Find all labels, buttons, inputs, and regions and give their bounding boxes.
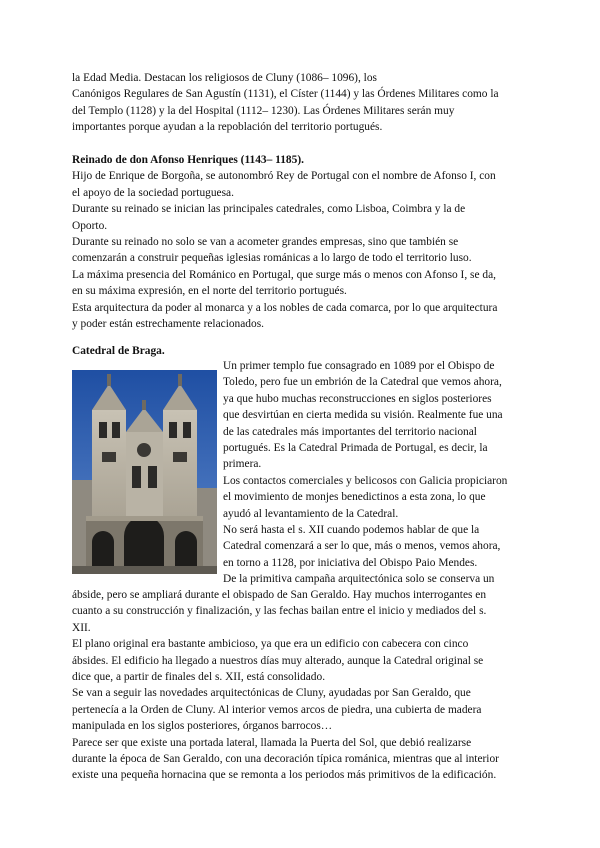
text-line: Canónigos Regulares de San Agustín (1131), el Císter (1144) y las Órdenes Militares como la xyxy=(72,88,499,101)
text-line: Oporto. xyxy=(72,219,108,232)
text-line: que desvirtúan en cierta medida su visión. Realmente fue una xyxy=(223,409,503,422)
text-line: durante la época de San Geraldo, con una decoración típica románica, mientras que al interior xyxy=(72,753,499,766)
text-line: pertenecía a la Orden de Cluny. Al interior vemos arcos de piedra, una cubierta de madera xyxy=(72,703,482,716)
catedral-full-paragraph xyxy=(72,587,528,784)
text-line: la Edad Media. Destacan los religiosos de Cluny (1086– 1096), los xyxy=(72,72,377,84)
text-line: dice que, a partir de finales del s. XII, está consolidado. xyxy=(72,671,326,684)
text-line: ábside, pero se ampliará durante el obispado de San Geraldo. Hay muchos interrogantes en xyxy=(72,589,487,601)
text-line: manipulada en los siglos posteriores, órganos barrocos… xyxy=(72,720,333,733)
text-line: Catedral comenzará a ser lo que, más o menos, vemos ahora, xyxy=(223,540,501,553)
text-line: ya que hubo muchas reconstrucciones en siglos posteriores xyxy=(223,392,492,405)
text-line: portugués. Es la Catedral Primada de Portugal, es decir, la xyxy=(223,442,488,455)
text-line: Hijo de Enrique de Borgoña, se autonombró Rey de Portugal con el nombre de Afonso I, con xyxy=(72,170,496,183)
text-line: ábsides. El edificio ha llegado a nuestros días muy alterado, aunque la Catedral original se xyxy=(72,654,484,667)
text-line: el movimiento de monjes benedictinos a esta zona, lo que xyxy=(223,491,486,504)
reinado-section xyxy=(72,152,528,332)
text-line: en su máxima expresión, en el norte del territorio portugués. xyxy=(72,285,347,298)
text-line: Toledo, pero fue un embrión de la Catedral que vemos ahora, xyxy=(223,376,502,389)
text-line: del Templo (1128) y la del Hospital (1112– 1230). Las Órdenes Militares serán muy xyxy=(72,104,455,117)
braga-cathedral-image xyxy=(72,370,217,574)
text-line: y poder están estrechamente relacionados. xyxy=(72,318,264,331)
text-line: Parece ser que existe una portada lateral, llamada la Puerta del Sol, que debió realizarse xyxy=(72,736,472,749)
text-line: Esta arquitectura da poder al monarca y a los nobles de cada comarca, por lo que arquitectura xyxy=(72,301,498,314)
text-line: Un primer templo fue consagrado en 1089 por el Obispo de xyxy=(223,360,495,372)
text-line: Se van a seguir las novedades arquitectónicas de Cluny, ayudadas por San Geraldo, que xyxy=(72,687,471,700)
text-line: XII. xyxy=(72,621,91,634)
text-line: el apoyo de la sociedad portuguesa. xyxy=(72,186,234,199)
section-heading: Catedral de Braga. xyxy=(72,345,165,357)
cathedral-photo xyxy=(72,370,217,574)
text-line: importantes porque ayudan a la repoblación del territorio portugués. xyxy=(72,121,383,134)
text-line: primera. xyxy=(223,458,262,471)
text-line: Durante su reinado se inician las principales catedrales, como Lisboa, Coimbra y la de xyxy=(72,203,466,216)
intro-paragraph xyxy=(72,70,528,136)
text-line: comenzarán a construir pequeñas iglesias románicas a lo largo de todo el territorio luso. xyxy=(72,252,472,265)
text-line: existe una pequeña hornacina que se remonta a los periodos más primitivos de la edificación. xyxy=(72,769,497,782)
text-line: de las catedrales más importantes del territorio nacional xyxy=(223,425,477,438)
catedral-side-paragraph xyxy=(223,358,528,588)
text-line: ayudó al levantamiento de la Catedral. xyxy=(223,507,399,520)
text-line: Los contactos comerciales y belicosos con Galicia propiciaron xyxy=(223,474,508,487)
text-line: De la primitiva campaña arquitectónica solo se conserva un xyxy=(223,573,495,586)
text-line: El plano original era bastante ambicioso, ya que era un edificio con cabecera con cinco xyxy=(72,638,469,651)
text-line: cuanto a su construcción y finalización, y las fechas bailan entre el inicio y mediados del s. xyxy=(72,605,487,618)
catedral-heading-block xyxy=(72,343,528,359)
text-line: en torno a 1128, por iniciativa del Obispo Paio Mendes. xyxy=(223,556,478,569)
text-line: No será hasta el s. XII cuando podemos hablar de que la xyxy=(223,524,480,537)
text-line: Durante su reinado no solo se van a acometer grandes empresas, sino que también se xyxy=(72,236,459,249)
text-line: La máxima presencia del Románico en Portugal, que surge más o menos con Afonso I, se da, xyxy=(72,268,496,281)
section-heading: Reinado de don Afonso Henriques (1143– 1185). xyxy=(72,154,304,166)
